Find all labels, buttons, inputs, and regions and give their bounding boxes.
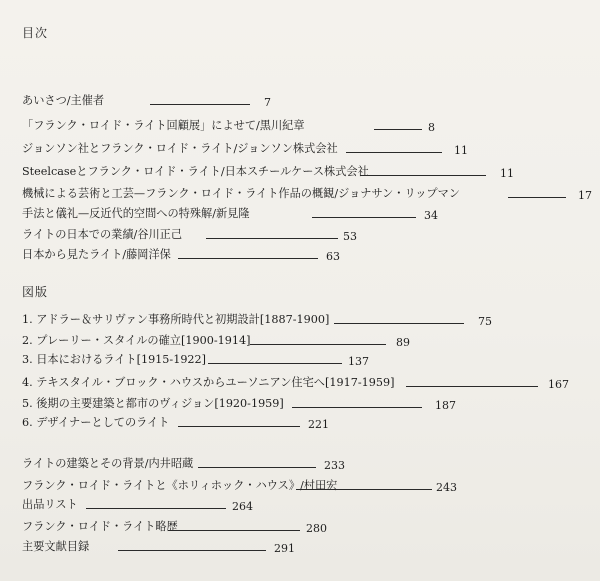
toc-entry-page: 8 [428, 121, 435, 134]
dot-leader [292, 407, 422, 408]
dot-leader [118, 550, 266, 551]
dot-leader [178, 258, 318, 259]
toc-entry-title: ライトの日本での業績/谷川正己 [22, 228, 183, 241]
appendix-entry-title: フランク・ロイド・ライトと《ホリィホック・ハウス》/村田宏 [22, 479, 338, 492]
plate-entry-title: 4. テキスタイル・ブロック・ハウスからユーソニアン住宅へ[1917-1959] [22, 376, 395, 389]
appendix-entry-title: 主要文献目録 [22, 540, 90, 553]
dot-leader [86, 508, 226, 509]
toc-entry-page: 53 [343, 230, 357, 243]
dot-leader [250, 344, 386, 345]
appendix-entry-title: フランク・ロイド・ライト略歴 [22, 520, 178, 533]
toc-entry-page: 63 [326, 250, 340, 263]
plate-entry-page: 167 [548, 378, 569, 391]
dot-leader [198, 467, 316, 468]
toc-entry-title: 「フランク・ロイド・ライト回顧展」によせて/黒川紀章 [22, 119, 305, 132]
plate-entry-title: 2. プレーリー・スタイルの確立[1900-1914] [22, 334, 251, 347]
appendix-entry-title: 出品リスト [22, 498, 78, 511]
toc-entry-page: 34 [424, 209, 438, 222]
toc-entry-page: 11 [500, 167, 514, 180]
toc-entry-page: 17 [578, 189, 592, 202]
plate-entry-page: 137 [348, 355, 369, 368]
toc-entry-title: 機械による芸術と工芸—フランク・ロイド・ライト作品の概観/ジョナサン・リップマン [22, 187, 460, 200]
plate-entry-page: 89 [396, 336, 410, 349]
toc-entry-title: Steelcaseとフランク・ロイド・ライト/日本スチールケース株式会社 [22, 165, 369, 178]
plate-entry-page: 187 [435, 399, 456, 412]
plate-entry-page: 75 [478, 315, 492, 328]
toc-entry-title: 手法と儀礼—反近代的空間への特殊解/新見隆 [22, 207, 250, 220]
dot-leader [312, 217, 416, 218]
appendix-entry-page: 243 [436, 481, 457, 494]
dot-leader [406, 386, 538, 387]
toc-entry-title: あいさつ/主催者 [22, 94, 105, 107]
dot-leader [346, 152, 442, 153]
toc-entry-title: ジョンソン社とフランク・ロイド・ライト/ジョンソン株式会社 [22, 142, 338, 155]
plate-entry-title: 3. 日本におけるライト[1915-1922] [22, 353, 207, 366]
appendix-entry-title: ライトの建築とその背景/内井昭蔵 [22, 457, 194, 470]
dot-leader [208, 363, 342, 364]
plate-entry-page: 221 [308, 418, 329, 431]
plates-heading: 図版 [22, 285, 49, 299]
plate-entry-title: 1. アドラー＆サリヴァン事務所時代と初期設計[1887-1900] [22, 313, 330, 326]
dot-leader [206, 238, 338, 239]
toc-entry-page: 7 [264, 96, 271, 109]
plate-entry-title: 6. デザイナーとしてのライト [22, 416, 170, 429]
dot-leader [334, 323, 464, 324]
appendix-entry-page: 233 [324, 459, 345, 472]
dot-leader [296, 489, 432, 490]
dot-leader [360, 175, 486, 176]
appendix-entry-page: 280 [306, 522, 327, 535]
appendix-entry-page: 291 [274, 542, 295, 555]
dot-leader [508, 197, 566, 198]
dot-leader [150, 104, 250, 105]
toc-entry-title: 日本から見たライト/藤岡洋保 [22, 248, 171, 261]
dot-leader [178, 426, 300, 427]
appendix-entry-page: 264 [232, 500, 253, 513]
plate-entry-title: 5. 後期の主要建築と都市のヴィジョン[1920-1959] [22, 397, 284, 410]
toc-entry-page: 11 [454, 144, 468, 157]
dot-leader [168, 530, 300, 531]
dot-leader [374, 129, 422, 130]
contents-heading: 目次 [22, 26, 49, 40]
